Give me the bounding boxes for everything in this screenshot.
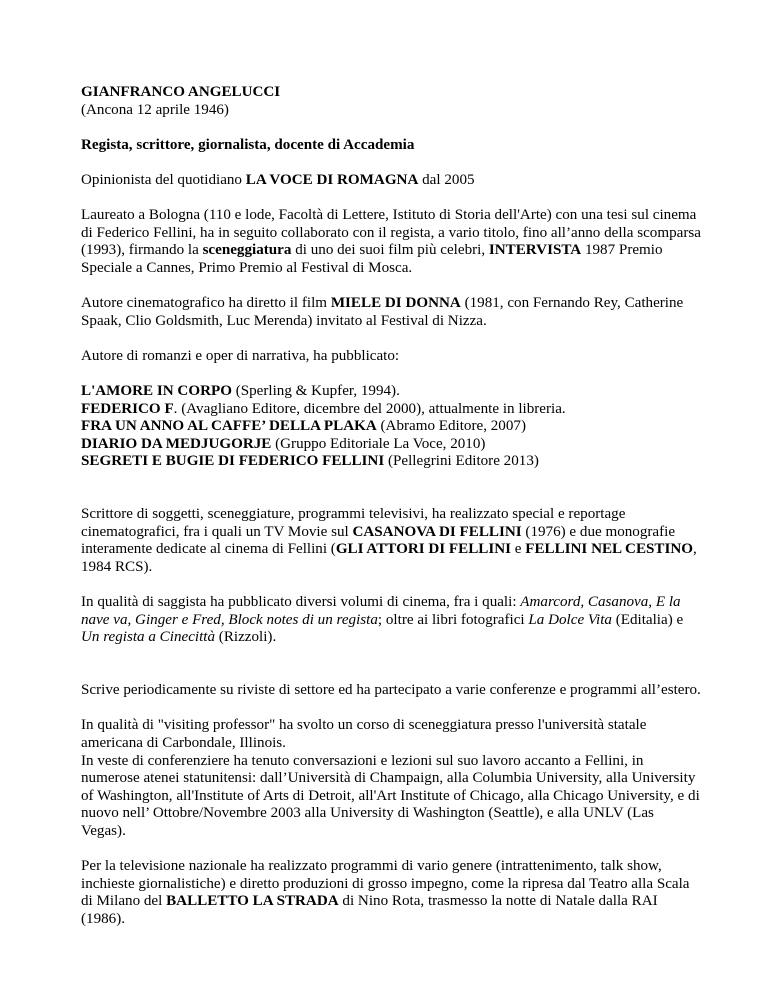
book-item: L'AMORE IN CORPO (Sperling & Kupfer, 1994). bbox=[81, 383, 400, 400]
conferenziere-line: In veste di conferenziere ha tenuto conversazioni e lezioni sul suo lavoro accanto a Fellini, in numerose atenei statunitensi: dall’Università di Champaign, alla Columbia University, alla University of Washington, all'Institute of Arts di Detroit, all'Art Institute of Chicago, alla Chicago University, e di nuovo nell’ Ottobre/Novembre 2003 alla University di Washington (Seattle), e alla UNLV (Las Vegas). bbox=[81, 752, 700, 839]
book-list bbox=[81, 383, 701, 471]
paragraph-visiting-professor bbox=[81, 717, 701, 840]
paragraph-laureato: Laureato a Bologna (110 e lode, Facoltà di Lettere, Istituto di Storia dell'Arte) con una tesi sul cinema di Federico Fellini, ha in seguito collaborato con il regista, a vario titolo, fino all’anno della scomparsa (1993), firmando la sceneggiatura di uno dei suoi film più celebri, INTERVISTA 1987 Premio Speciale a Cannes, Primo Premio al Festival di Mosca. bbox=[81, 207, 701, 276]
title-block bbox=[81, 84, 701, 119]
paragraph-saggista: In qualità di saggista ha pubblicato diversi volumi di cinema, fra i quali: Amarcord, Casanova, E la nave va, Ginger e Fred, Block notes di un regista; oltre ai libri fotografici La Dolce Vita (Editalia) e Un regista a Cinecittà (Rizzoli). bbox=[81, 594, 684, 646]
paragraph-romanzi-intro: Autore di romanzi e oper di narrativa, ha pubblicato: bbox=[81, 347, 400, 364]
book-item: SEGRETI E BUGIE DI FEDERICO FELLINI (Pellegrini Editore 2013) bbox=[81, 453, 539, 470]
paragraph-riviste: Scrive periodicamente su riviste di settore ed ha partecipato a varie conferenze e programmi all’estero. bbox=[81, 682, 701, 699]
author-name: GIANFRANCO ANGELUCCI bbox=[81, 84, 281, 100]
paragraph-autore-cinematografico: Autore cinematografico ha diretto il film MIELE DI DONNA (1981, con Fernando Rey, Catherine Spaak, Clio Goldsmith, Luc Merenda) invitato al Festival di Nizza. bbox=[81, 295, 684, 329]
paragraph-televisione: Per la televisione nazionale ha realizzato programmi di vario genere (intrattenimento, talk show, inchieste giornalistiche) e diretto produzioni di grosso impegno, come la ripresa dal Teatro alla Scala di Milano del BALLETTO LA STRADA di Nino Rota, trasmesso la notte di Natale dalla RAI (1986). bbox=[81, 858, 690, 927]
document-page bbox=[81, 84, 701, 946]
book-item: FRA UN ANNO AL CAFFE’ DELLA PLAKA (Abramo Editore, 2007) bbox=[81, 418, 526, 435]
book-item: FEDERICO F. (Avagliano Editore, dicembre del 2000), attualmente in libreria. bbox=[81, 400, 566, 417]
paragraph-scrittore: Scrittore di soggetti, sceneggiature, programmi televisivi, ha realizzato special e reportage cinematografici, fra i quali un TV Movie sul CASANOVA DI FELLINI (1976) e due monografie interamente dedicate al cinema di Fellini (GLI ATTORI DI FELLINI e FELLINI NEL CESTINO, 1984 RCS). bbox=[81, 506, 697, 576]
role-line: Regista, scrittore, giornalista, docente di Accademia bbox=[81, 136, 415, 153]
spacer bbox=[81, 489, 701, 507]
paragraph-opinionista: Opinionista del quotidiano LA VOCE DI ROMAGNA dal 2005 bbox=[81, 171, 475, 188]
birth-info: (Ancona 12 aprile 1946) bbox=[81, 101, 229, 118]
visiting-line: In qualità di "visiting professor" ha svolto un corso di sceneggiatura presso l'università statale americana di Carbondale, Illinois. bbox=[81, 717, 647, 751]
book-item: DIARIO DA MEDJUGORJE (Gruppo Editoriale La Voce, 2010) bbox=[81, 435, 486, 452]
spacer bbox=[81, 665, 701, 683]
